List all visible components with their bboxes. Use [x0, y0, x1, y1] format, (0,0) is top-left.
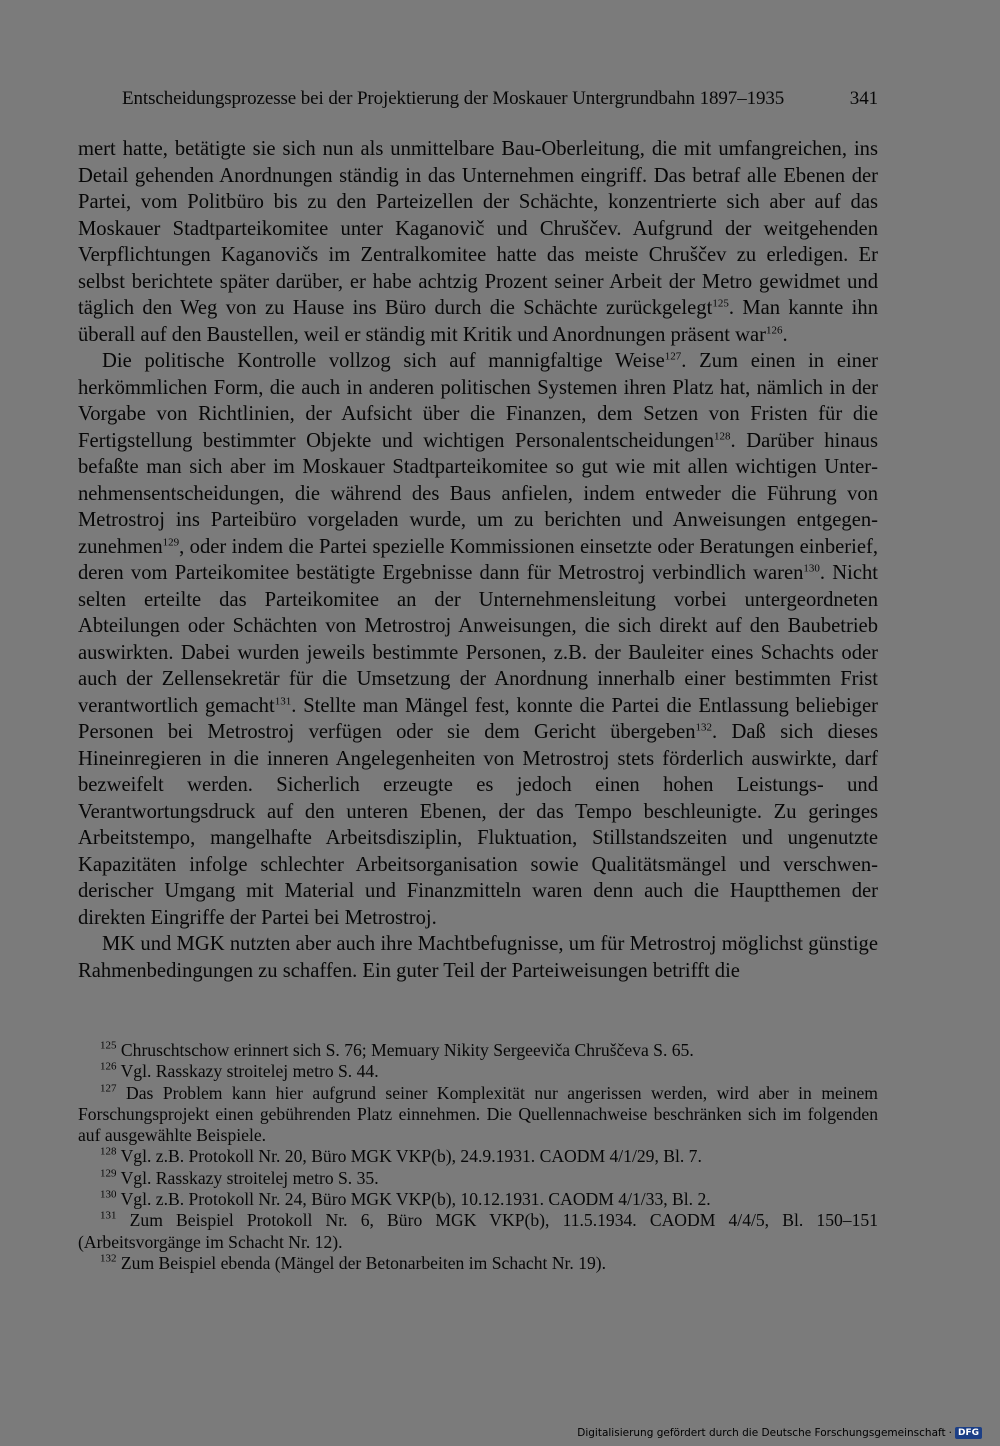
footnote-132 — [78, 1253, 878, 1274]
footnote-130 — [78, 1189, 878, 1210]
running-head — [122, 88, 878, 110]
text-run: . Darüber hinaus befaßte man sich aber im Moskauer Stadtparteikomitee so gut wie mit allen wichtigen Unternehmensentscheidungen, die während des Baus anfielen, indem entweder die Führung von Metrostroj ins Parteibüro vorgeladen wurde, um zu berichten und Anweisungen entgegenzunehmen — [78, 429, 878, 558]
footnote-127 — [78, 1083, 878, 1147]
text-run: . — [782, 323, 788, 346]
footnote-131 — [78, 1210, 878, 1253]
footnote-125 — [78, 1040, 878, 1061]
text-run: . Man kannte ihn überall auf den Baustellen, weil er ständig mit Kritik und Anordnungen präsent war — [78, 297, 878, 346]
footnote-text: Vgl. Rasskazy stroitelej metro S. 44. — [120, 1061, 379, 1082]
footnote-ref-129[interactable]: 129 — [162, 535, 180, 548]
footnote-number: 130 — [100, 1188, 117, 1201]
text-run: . Zum einen in einer herkömmlichen Form, die auch in anderen politischen Systemen ihren Platz hat, nämlich in der Vorgabe von Richtlinien, der Aufsicht über die Finanzen, dem Setzen von Fristen für die Fertigstellung bestimmter Objekte und wichtigen Personalentscheidungen — [78, 350, 878, 452]
credit-text: Digitalisierung gefördert durch die Deutsche Forschungsgemeinschaft — [577, 1427, 946, 1439]
running-title: Entscheidungsprozesse bei der Projektierung der Moskauer Untergrundbahn 1897–1935 — [122, 88, 785, 109]
footnote-number: 125 — [100, 1039, 117, 1052]
footnote-ref-132[interactable]: 132 — [695, 721, 713, 734]
paragraph-2 — [78, 348, 878, 931]
footnote-ref-128[interactable]: 128 — [714, 429, 731, 442]
footnote-ref-131[interactable]: 131 — [274, 694, 292, 707]
text-run: . Daß sich dieses Hineinregieren in die inneren Angelegenheiten von Metrostroj stets förderlich auswirkte, darf bezweifelt werden. Sicherlich erzeugte es jedoch einen hohen Leistungs- und Verantwortungsdruck auf den unteren Ebenen, der das Tempo beschleunigte. Zu geringes Arbeitstempo, mangelhafte Arbeitsdisziplin, Fluktuation, Stillstandszeiten und ungenutzte Kapazitäten infolge schlechter Arbeitsorganisation sowie Qualitätsmängel und verschwenderischer Umgang mit Material und Finanzmitteln waren denn auch die Hauptthemen der direkten Eingriffe der Partei bei Metrostroj. — [78, 721, 878, 929]
footnote-number: 129 — [100, 1167, 117, 1180]
text-run: . Stellte man Mängel fest, konnte die Partei die Entlassung beliebiger Personen bei Metrostroj verfügen oder sie dem Gericht übergeben — [78, 694, 878, 743]
footnotes — [78, 1040, 878, 1274]
footnote-text: Zum Beispiel ebenda (Mängel der Betonarbeiten im Schacht Nr. 19). — [120, 1252, 607, 1273]
digitization-credit — [577, 1427, 982, 1439]
footnote-ref-125[interactable]: 125 — [712, 297, 729, 310]
footnote-128 — [78, 1146, 878, 1167]
page-number: 341 — [849, 88, 878, 109]
footnote-number: 132 — [100, 1252, 117, 1265]
footnote-text: Vgl. z.B. Protokoll Nr. 24, Büro MGK VKP(b), 10.12.1931. CAODM 4/1/33, Bl. 2. — [120, 1189, 711, 1210]
footnote-text: Zum Beispiel Protokoll Nr. 6, Büro MGK VKP(b), 11.5.1934. CAODM 4/4/5, Bl. 150–151 (Arbeitsvorgänge im Schacht Nr. 12). — [78, 1210, 878, 1252]
footnote-number: 127 — [100, 1081, 117, 1094]
footnote-text: Vgl. Rasskazy stroitelej metro S. 35. — [120, 1167, 379, 1188]
footnote-number: 126 — [100, 1060, 117, 1073]
footnote-ref-126[interactable]: 126 — [766, 323, 783, 336]
text-run: Die politische Kontrolle vollzog sich auf mannigfaltige Weise — [102, 350, 665, 372]
paragraph-1 — [78, 136, 878, 348]
paragraph-3: MK und MGK nutzten aber auch ihre Machtbefugnisse, um für Metrostroj möglichst günstige Rahmenbedingungen zu schaffen. Ein guter Teil der Parteiweisungen betrifft die — [78, 933, 878, 982]
text-run: mert hatte, betätigte sie sich nun als unmittelbare Bau-Oberleitung, die mit umfangreichen, ins Detail gehenden Anordnungen ständig in das Unternehmen eingriff. Das betraf alle Ebenen der Partei, vom Politbüro bis zu den Parteizellen der Schächte, konzentrierte sich aber auf das Moskauer Stadtparteikomitee unter Kaganovič und Chruščev. Aufgrund der weitgehenden Verpflichtungen Kaganovičs im Zentralkomitee hatte das meiste Chruščev zu erledigen. Er selbst berichtete später darüber, er habe achtzig Prozent seiner Arbeit der Metro gewidmet und täglich den Weg von zu Hause ins Büro durch die Schächte zurückgelegt — [78, 138, 878, 319]
footnote-number: 128 — [100, 1145, 117, 1158]
dfg-logo: DFG — [955, 1427, 982, 1439]
footnote-text: Vgl. z.B. Protokoll Nr. 20, Büro MGK VKP(b), 24.9.1931. CAODM 4/1/29, Bl. 7. — [120, 1146, 702, 1167]
credit-separator: · — [948, 1427, 952, 1439]
footnote-text: Chruschtschow erinnert sich S. 76; Memuary Nikity Sergeeviča Chruščeva S. 65. — [120, 1040, 694, 1060]
footnote-126 — [78, 1061, 878, 1082]
footnote-number: 131 — [100, 1209, 117, 1222]
text-run: , oder indem die Partei spezielle Kommissionen einsetzte oder Beratungen einberief, deren vom Parteikomitee bestätigte Ergebnisse dann für Metrostroj verbindlich waren — [78, 535, 878, 584]
text-run: . Nicht selten erteilte das Parteikomitee an der Unternehmensleitung vorbei untergeordneten Abteilungen oder Schächten von Metrostroj Anweisungen, die sich direkt auf den Baubetrieb auswirkten. Dabei wurden jeweils bestimmte Personen, z.B. der Bauleiter eines Schachts oder auch der Zellensekretär für die Umsetzung der Anordnung innerhalb einer bestimmten Frist verantwortlich gemacht — [78, 562, 878, 717]
footnote-text: Das Problem kann hier aufgrund seiner Komplexität nur angerissen werden, wird aber in meinem Forschungsprojekt einen gebührenden Platz einnehmen. Die Quellennachweise beschränken sich im folgenden auf ausgewählte Beispiele. — [78, 1082, 878, 1146]
footnote-129 — [78, 1168, 878, 1189]
main-text — [78, 136, 878, 984]
footnote-ref-127[interactable]: 127 — [664, 350, 682, 363]
footnote-ref-130[interactable]: 130 — [803, 562, 820, 575]
